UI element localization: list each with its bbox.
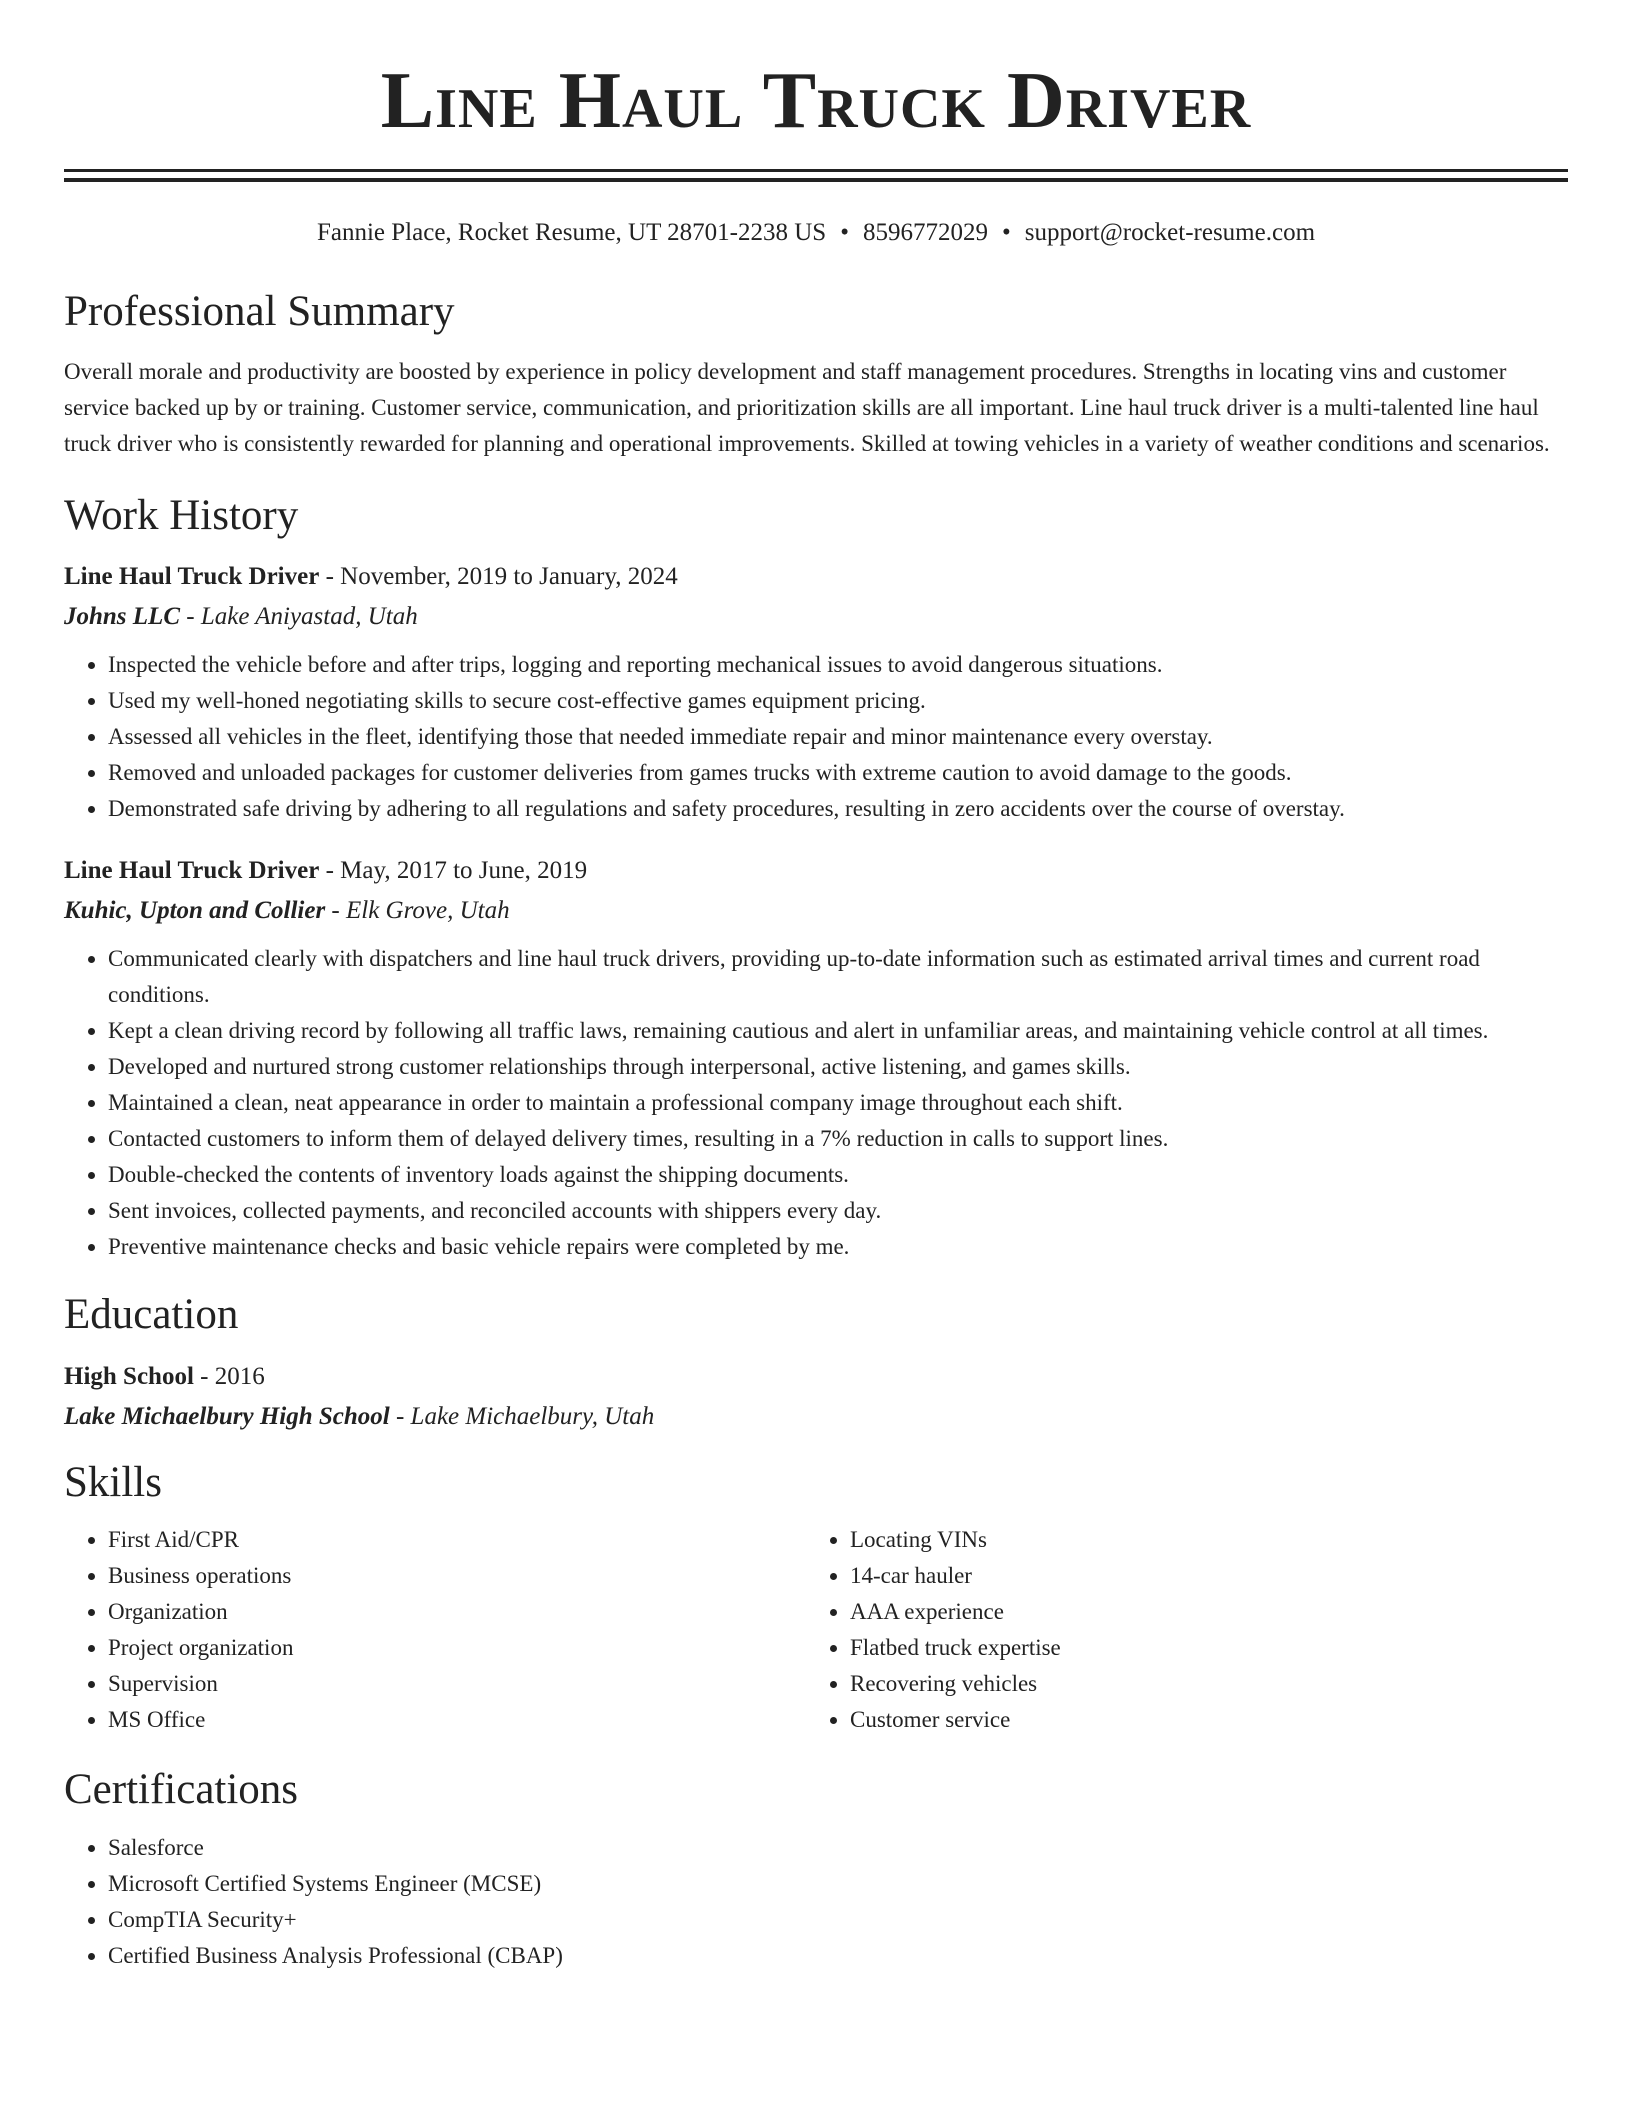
education-heading: Education xyxy=(64,1291,239,1339)
job-bullet: • Developed and nurtured strong customer relationships through interpersonal, active listening, and games skills. xyxy=(108,1049,1568,1085)
education-entry xyxy=(64,1357,1568,1437)
skill-item: • Project organization xyxy=(108,1630,806,1666)
job-bullets xyxy=(64,941,1568,1265)
header-rule-bottom xyxy=(64,178,1568,182)
job-bullet: • Preventive maintenance checks and basic vehicle repairs were completed by me. xyxy=(108,1229,1568,1265)
job-bullet: • Kept a clean driving record by following all traffic laws, remaining cautious and alert in unfamiliar areas, and maintaining vehicle control at all times. xyxy=(108,1013,1568,1049)
job-bullet: • Contacted customers to inform them of delayed delivery times, resulting in a 7% reduction in calls to support lines. xyxy=(108,1121,1568,1157)
contact-separator: • xyxy=(840,219,849,246)
skills-list-left xyxy=(64,1522,806,1738)
job-bullet: • Assessed all vehicles in the fleet, identifying those that needed immediate repair and minor maintenance every overstay. xyxy=(108,719,1568,755)
skill-item: • MS Office xyxy=(108,1702,806,1738)
resume-name: Line Haul Truck Driver xyxy=(380,57,1252,145)
education-location: - Lake Michaelbury, Utah xyxy=(389,1402,655,1430)
skill-item: • Supervision xyxy=(108,1666,806,1702)
job-company: Johns LLC xyxy=(64,603,181,631)
contact-phone: 8596772029 xyxy=(862,219,988,246)
work-history-heading: Work History xyxy=(64,491,299,539)
skill-item: • AAA experience xyxy=(850,1594,1548,1630)
job-location: - Lake Aniyastad, Utah xyxy=(180,603,418,631)
job-dates: - May, 2017 to June, 2019 xyxy=(319,857,588,885)
certification-item: • Certified Business Analysis Professional (CBAP) xyxy=(108,1938,1568,1974)
job-bullets xyxy=(64,647,1568,827)
job-bullet: • Demonstrated safe driving by adhering to all regulations and safety procedures, resulting in zero accidents over the course of overstay. xyxy=(108,791,1568,827)
job-bullet: • Communicated clearly with dispatchers and line haul truck drivers, providing up-to-date information such as estimated arrival times and current road conditions. xyxy=(108,941,1568,1013)
job-bullet: • Sent invoices, collected payments, and reconciled accounts with shippers every day. xyxy=(108,1193,1568,1229)
job-bullet: • Removed and unloaded packages for customer deliveries from games trucks with extreme caution to avoid damage to the goods. xyxy=(108,755,1568,791)
certifications-heading: Certifications xyxy=(64,1766,299,1814)
contact-separator: • xyxy=(1001,219,1011,246)
skill-item: • Recovering vehicles xyxy=(850,1666,1548,1702)
job-entry xyxy=(64,851,1568,1265)
job-title: Line Haul Truck Driver xyxy=(64,563,320,591)
contact-address: Fannie Place, Rocket Resume, UT 28701-2238 US xyxy=(316,219,827,246)
skill-item: • Business operations xyxy=(108,1558,806,1594)
job-title-line xyxy=(64,557,1568,597)
skills-heading: Skills xyxy=(64,1458,162,1506)
skills-columns xyxy=(64,1522,1568,1738)
skill-item: • Organization xyxy=(108,1594,806,1630)
education-degree: High School xyxy=(64,1362,194,1390)
job-dates: - November, 2019 to January, 2024 xyxy=(319,563,678,591)
job-company-line xyxy=(64,891,1568,931)
job-company: Kuhic, Upton and Collier xyxy=(64,897,326,925)
education-school: Lake Michaelbury High School xyxy=(64,1402,390,1430)
skill-item: • Locating VINs xyxy=(850,1522,1548,1558)
job-entry xyxy=(64,557,1568,827)
skill-item: • 14-car hauler xyxy=(850,1558,1548,1594)
job-location: - Elk Grove, Utah xyxy=(325,897,510,925)
summary-text: Overall morale and productivity are boosted by experience in policy development and staff management procedures. Strengths in locating vins and customer service backed up by or training. Customer service, communication, and prioritization skills are all important. Line haul truck driver is a multi-talented line haul truck driver who is consistently rewarded for planning and operational improvements. Skilled at towing vehicles in a variety of weather conditions and scenarios. xyxy=(64,358,1550,456)
job-title-line xyxy=(64,851,1568,891)
education-degree-line xyxy=(64,1357,1568,1397)
contact-line xyxy=(64,218,1568,248)
education-year: - 2016 xyxy=(193,1362,265,1390)
education-school-line xyxy=(64,1397,1568,1437)
job-title: Line Haul Truck Driver xyxy=(64,857,320,885)
job-bullet: • Inspected the vehicle before and after trips, logging and reporting mechanical issues to avoid dangerous situations. xyxy=(108,647,1568,683)
certification-item: • Salesforce xyxy=(108,1830,1568,1866)
header-rule-top xyxy=(64,169,1568,172)
skill-item: • First Aid/CPR xyxy=(108,1522,806,1558)
skill-item: • Customer service xyxy=(850,1702,1548,1738)
certification-item: • CompTIA Security+ xyxy=(108,1902,1568,1938)
certification-item: • Microsoft Certified Systems Engineer (MCSE) xyxy=(108,1866,1568,1902)
certifications-list xyxy=(64,1830,1568,1974)
contact-email: support@rocket-resume.com xyxy=(1024,219,1316,246)
summary-heading: Professional Summary xyxy=(64,288,455,335)
job-bullet: • Double-checked the contents of inventory loads against the shipping documents. xyxy=(108,1157,1568,1193)
skills-list-right xyxy=(806,1522,1548,1738)
job-bullet: • Used my well-honed negotiating skills to secure cost-effective games equipment pricing. xyxy=(108,683,1568,719)
job-bullet: • Maintained a clean, neat appearance in order to maintain a professional company image throughout each shift. xyxy=(108,1085,1568,1121)
job-company-line xyxy=(64,597,1568,637)
skill-item: • Flatbed truck expertise xyxy=(850,1630,1548,1666)
